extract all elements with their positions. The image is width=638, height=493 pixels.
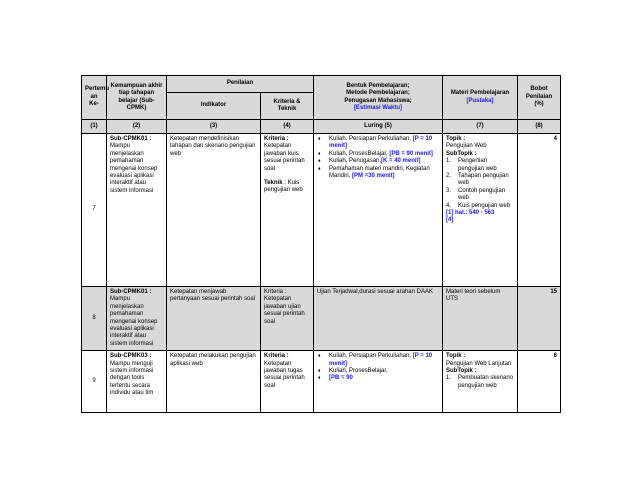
- col-number-4: (4): [261, 120, 314, 134]
- list-item: ♦ Pemahaman materi mandiri, Kegiatan Mandiri, [PM =30 menit]: [317, 166, 439, 181]
- col-number-2: (2): [107, 120, 167, 134]
- table-row: [82, 134, 561, 287]
- sub-cpmk-cell: Sub-CPMK01 : Mampu menjelaskan pemahaman mengenai konsep evaluasi aplikasi interaktif atau sistem informasi: [107, 134, 167, 287]
- header-row: [82, 76, 561, 93]
- table-row: [82, 287, 561, 351]
- kriteria-cell: Kriteria : Ketepatan jawaban tugas sesuai perintah soal: [261, 351, 314, 413]
- bobot-cell: 6: [518, 351, 561, 413]
- pertemuan-cell: 9: [82, 351, 107, 413]
- header-penilaian: Penilaian: [167, 76, 314, 93]
- materi-cell: Topik : Pengujian Web Lanjutan SubTopik : 1. Pembuatan skenario pengujian web: [443, 351, 518, 413]
- table-row: [82, 351, 561, 413]
- sub-cpmk-cell: Sub-CPMK03 : Mampu menguji sistem informasi dengan tools tertentu secara individu atau tim: [107, 351, 167, 413]
- bobot-cell: 15: [518, 287, 561, 351]
- rps-table: [81, 75, 561, 413]
- col-number-8: (8): [518, 120, 561, 134]
- col-number-5: Luring (5): [314, 120, 443, 134]
- materi-cell: Materi teori sebelum UTS: [443, 287, 518, 351]
- list-item: ♦ Kuliah, ProsesBelajar,: [317, 368, 439, 375]
- indikator-cell: Ketepatan menjawab pertanyaan sesuai perintah soal: [167, 287, 261, 351]
- pertemuan-cell: 7: [82, 134, 107, 287]
- header-indikator: Indikator: [167, 93, 261, 120]
- header-materi: Materi Pembelajaran [Pustaka]: [443, 76, 518, 120]
- luring-cell: Ujian Terjadwal,durasi sesuai arahan DAAK: [314, 287, 443, 351]
- list-item: ♦ Kuliah, Persiapan Perkuliahan, [P = 10 menit]: [317, 353, 439, 368]
- list-item: ♦ [PB = 90: [317, 375, 439, 382]
- list-item: ♦ Kuliah, Persiapan Perkuliahan, [P = 10 menit]: [317, 136, 439, 151]
- list-item: 1. Pembuatan skenario pengujian web: [446, 375, 514, 389]
- list-item: 1. Pengertian pengujian web: [446, 158, 497, 172]
- luring-cell: [314, 134, 443, 287]
- header-kriteria: Kriteria & Teknik: [261, 93, 314, 120]
- list-item: 2. Tahapan pengujian web: [446, 173, 509, 187]
- col-number-3: (3): [167, 120, 261, 134]
- indikator-cell: Ketepatan mendefinisikan tahapan dan skenario pengujian web: [167, 134, 261, 287]
- list-item: ♦ Kuliah, ProsesBelajar, [PB = 90 menit]: [317, 151, 439, 158]
- list-item: ♦ Kuliah, Penugasan,[K = 40 menit]: [317, 158, 439, 165]
- materi-cell: Topik : Pengujian Web SubTopik : 1. Pengertian pengujian web 2. Tahapan pengujian web 3. Contoh pengujian web 4. Kuis pengujian web [1] hal.: 540 - 563 [4]: [443, 134, 518, 287]
- kriteria-cell: Kriteria : Ketepatan jawaban kuis sesuai perintah soal Teknik : Kuis pengujian web: [261, 134, 314, 287]
- luring-cell: [314, 351, 443, 413]
- col-number-1: (1): [82, 120, 107, 134]
- indikator-cell: Ketepatan melakukan pengujian aplikasi web: [167, 351, 261, 413]
- col-number-7: (7): [443, 120, 518, 134]
- kriteria-cell: Kriteria : Ketepatan jawaban ujian sesuai perintah soal: [261, 287, 314, 351]
- sub-cpmk-cell: Sub-CPMK01 : Mampu menjelaskan pemahaman mengenai konsep evaluasi aplikasi interaktif atau sistem informasi: [107, 287, 167, 351]
- pertemuan-cell: 8: [82, 287, 107, 351]
- header-pertemuan: Pertemu an Ke-: [82, 76, 107, 120]
- header-bobot: Bobot Penilaian (%): [518, 76, 561, 120]
- list-item: 3. Contoh pengujian web: [446, 187, 506, 202]
- column-number-row: [82, 120, 561, 134]
- header-bentuk: Bentuk Pembelajaran; Metode Pembelajaran; Penugasan Mahasiswa; [Estimasi Waktu]: [314, 76, 443, 120]
- bobot-cell: 4: [518, 134, 561, 287]
- header-kemampuan: Kemampuan akhir tiap tahapan belajar (Sub-CPMK): [107, 76, 167, 120]
- list-item: 4. Kuis pengujian web: [446, 202, 511, 209]
